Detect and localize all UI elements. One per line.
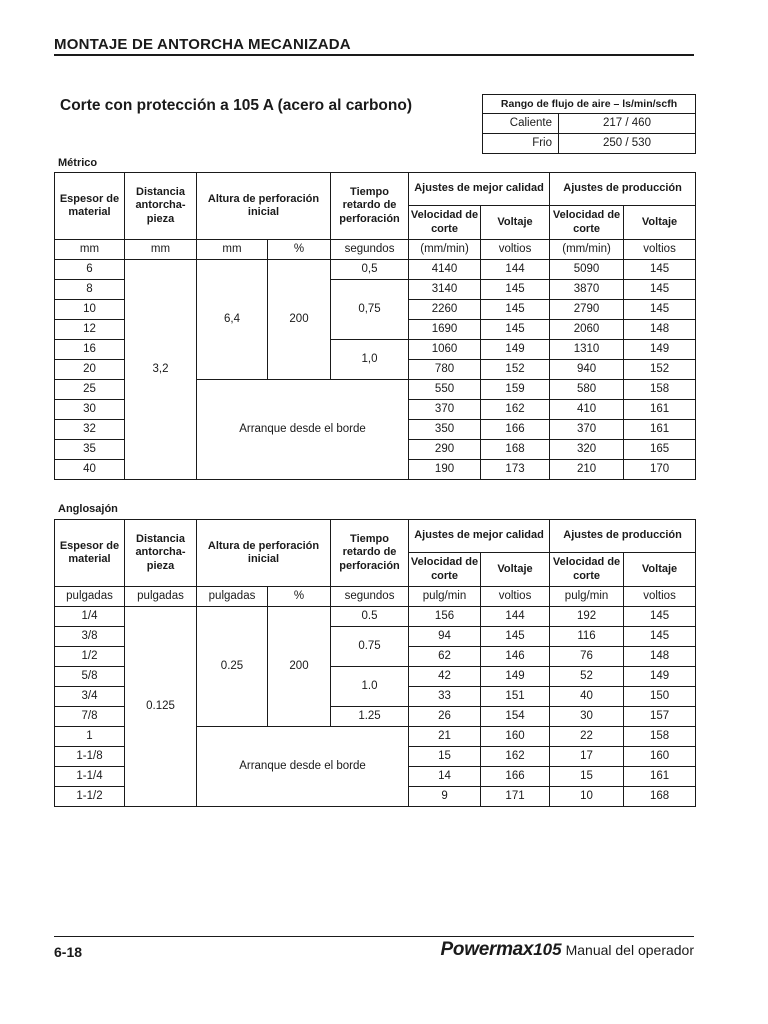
production-speed-cell: 22	[550, 727, 624, 747]
thickness-cell: 12	[55, 320, 125, 340]
thickness-cell: 16	[55, 340, 125, 360]
col-distance: Distancia antorcha-pieza	[125, 173, 197, 240]
manual-title: Manual del operador	[565, 942, 694, 958]
col-pierce-height: Altura de perforación inicial	[197, 520, 331, 587]
thickness-cell: 35	[55, 440, 125, 460]
unit-cell: mm	[197, 240, 268, 260]
thickness-cell: 5/8	[55, 667, 125, 687]
quality-speed-cell: 3140	[409, 280, 481, 300]
unit-cell: (mm/min)	[550, 240, 624, 260]
footer-brand	[441, 939, 694, 961]
col-thickness: Espesor de material	[55, 520, 125, 587]
col-production: Ajustes de producción	[550, 520, 696, 553]
col-pierce-height: Altura de perforación inicial	[197, 173, 331, 240]
production-voltage-cell: 145	[624, 280, 696, 300]
production-voltage-cell: 145	[624, 627, 696, 647]
thickness-cell: 1/4	[55, 607, 125, 627]
production-voltage-cell: 161	[624, 420, 696, 440]
quality-voltage-cell: 162	[481, 747, 550, 767]
distance-cell: 0.125	[125, 607, 197, 807]
footer-divider	[54, 936, 694, 937]
production-voltage-cell: 150	[624, 687, 696, 707]
quality-speed-cell: 780	[409, 360, 481, 380]
col-quality-speed: Velocidad de corte	[409, 553, 481, 587]
col-quality-voltage: Voltaje	[481, 553, 550, 587]
thickness-cell: 20	[55, 360, 125, 380]
edge-start-cell: Arranque desde el borde	[197, 727, 409, 807]
quality-voltage-cell: 144	[481, 260, 550, 280]
quality-voltage-cell: 159	[481, 380, 550, 400]
unit-cell: pulgadas	[55, 587, 125, 607]
production-speed-cell: 210	[550, 460, 624, 480]
distance-cell: 3,2	[125, 260, 197, 480]
quality-speed-cell: 550	[409, 380, 481, 400]
quality-speed-cell: 14	[409, 767, 481, 787]
production-speed-cell: 15	[550, 767, 624, 787]
production-voltage-cell: 161	[624, 400, 696, 420]
metric-label: Métrico	[58, 157, 98, 169]
pierce-delay-cell: 1.25	[331, 707, 409, 727]
production-voltage-cell: 158	[624, 727, 696, 747]
airflow-table	[482, 94, 696, 154]
thickness-cell: 1-1/4	[55, 767, 125, 787]
unit-cell: segundos	[331, 587, 409, 607]
quality-voltage-cell: 145	[481, 280, 550, 300]
thickness-cell: 3/4	[55, 687, 125, 707]
quality-speed-cell: 290	[409, 440, 481, 460]
airflow-value-cold: 250 / 530	[559, 134, 696, 154]
production-speed-cell: 580	[550, 380, 624, 400]
pierce-delay-cell: 0,75	[331, 280, 409, 340]
col-quality: Ajustes de mejor calidad	[409, 520, 550, 553]
thickness-cell: 7/8	[55, 707, 125, 727]
production-speed-cell: 40	[550, 687, 624, 707]
pierce-pct-cell: 200	[268, 260, 331, 380]
quality-voltage-cell: 146	[481, 647, 550, 667]
quality-speed-cell: 15	[409, 747, 481, 767]
quality-speed-cell: 62	[409, 647, 481, 667]
quality-voltage-cell: 145	[481, 320, 550, 340]
col-distance: Distancia antorcha-pieza	[125, 520, 197, 587]
unit-cell: segundos	[331, 240, 409, 260]
production-voltage-cell: 145	[624, 260, 696, 280]
quality-voltage-cell: 171	[481, 787, 550, 807]
pierce-delay-cell: 0.75	[331, 627, 409, 667]
unit-cell: voltios	[481, 587, 550, 607]
col-thickness: Espesor de material	[55, 173, 125, 240]
production-speed-cell: 320	[550, 440, 624, 460]
production-speed-cell: 192	[550, 607, 624, 627]
quality-voltage-cell: 166	[481, 767, 550, 787]
unit-cell: mm	[125, 240, 197, 260]
imperial-table	[54, 519, 696, 807]
unit-cell: pulgadas	[125, 587, 197, 607]
col-pierce-delay: Tiempo retardo de perforación	[331, 520, 409, 587]
unit-cell: pulg/min	[409, 587, 481, 607]
production-voltage-cell: 158	[624, 380, 696, 400]
quality-voltage-cell: 149	[481, 340, 550, 360]
production-speed-cell: 30	[550, 707, 624, 727]
quality-voltage-cell: 160	[481, 727, 550, 747]
page-number: 6-18	[54, 944, 83, 960]
pierce-height-cell: 0.25	[197, 607, 268, 727]
thickness-cell: 3/8	[55, 627, 125, 647]
production-voltage-cell: 149	[624, 667, 696, 687]
production-speed-cell: 940	[550, 360, 624, 380]
unit-cell: voltios	[624, 240, 696, 260]
airflow-label-hot: Caliente	[483, 114, 559, 134]
metric-table	[54, 172, 696, 480]
quality-speed-cell: 2260	[409, 300, 481, 320]
thickness-cell: 1	[55, 727, 125, 747]
col-production: Ajustes de producción	[550, 173, 696, 206]
airflow-label-cold: Frio	[483, 134, 559, 154]
header-divider	[54, 54, 694, 56]
quality-voltage-cell: 145	[481, 627, 550, 647]
section-title: Corte con protección a 105 A (acero al carbono)	[60, 97, 412, 114]
pierce-height-cell: 6,4	[197, 260, 268, 380]
quality-speed-cell: 370	[409, 400, 481, 420]
production-speed-cell: 2790	[550, 300, 624, 320]
quality-speed-cell: 190	[409, 460, 481, 480]
thickness-cell: 30	[55, 400, 125, 420]
quality-voltage-cell: 144	[481, 607, 550, 627]
pierce-delay-cell: 0.5	[331, 607, 409, 627]
quality-speed-cell: 42	[409, 667, 481, 687]
quality-voltage-cell: 162	[481, 400, 550, 420]
quality-voltage-cell: 173	[481, 460, 550, 480]
quality-speed-cell: 1060	[409, 340, 481, 360]
quality-speed-cell: 350	[409, 420, 481, 440]
unit-cell: (mm/min)	[409, 240, 481, 260]
quality-voltage-cell: 151	[481, 687, 550, 707]
production-speed-cell: 2060	[550, 320, 624, 340]
brand-name: Powermax	[440, 939, 534, 960]
quality-voltage-cell: 154	[481, 707, 550, 727]
production-voltage-cell: 148	[624, 320, 696, 340]
production-voltage-cell: 148	[624, 647, 696, 667]
production-speed-cell: 52	[550, 667, 624, 687]
production-speed-cell: 17	[550, 747, 624, 767]
quality-voltage-cell: 166	[481, 420, 550, 440]
production-speed-cell: 116	[550, 627, 624, 647]
quality-speed-cell: 9	[409, 787, 481, 807]
production-voltage-cell: 157	[624, 707, 696, 727]
thickness-cell: 1-1/8	[55, 747, 125, 767]
thickness-cell: 6	[55, 260, 125, 280]
col-production-voltage: Voltaje	[624, 553, 696, 587]
brand-model: 105	[533, 940, 562, 959]
edge-start-cell: Arranque desde el borde	[197, 380, 409, 480]
pierce-delay-cell: 1.0	[331, 667, 409, 707]
quality-voltage-cell: 149	[481, 667, 550, 687]
page-header-title: MONTAJE DE ANTORCHA MECANIZADA	[54, 36, 351, 53]
pierce-delay-cell: 1,0	[331, 340, 409, 380]
quality-speed-cell: 33	[409, 687, 481, 707]
thickness-cell: 1/2	[55, 647, 125, 667]
airflow-header: Rango de flujo de aire – ls/min/scfh	[483, 95, 696, 114]
col-production-voltage: Voltaje	[624, 206, 696, 240]
quality-voltage-cell: 168	[481, 440, 550, 460]
thickness-cell: 10	[55, 300, 125, 320]
imperial-label: Anglosajón	[58, 503, 118, 515]
col-quality-speed: Velocidad de corte	[409, 206, 481, 240]
quality-speed-cell: 4140	[409, 260, 481, 280]
quality-speed-cell: 26	[409, 707, 481, 727]
quality-voltage-cell: 145	[481, 300, 550, 320]
production-voltage-cell: 170	[624, 460, 696, 480]
thickness-cell: 25	[55, 380, 125, 400]
unit-cell: voltios	[624, 587, 696, 607]
production-speed-cell: 76	[550, 647, 624, 667]
thickness-cell: 32	[55, 420, 125, 440]
col-pierce-delay: Tiempo retardo de perforación	[331, 173, 409, 240]
pierce-delay-cell: 0,5	[331, 260, 409, 280]
production-speed-cell: 1310	[550, 340, 624, 360]
quality-voltage-cell: 152	[481, 360, 550, 380]
production-voltage-cell: 168	[624, 787, 696, 807]
col-quality-voltage: Voltaje	[481, 206, 550, 240]
quality-speed-cell: 21	[409, 727, 481, 747]
unit-cell: voltios	[481, 240, 550, 260]
production-voltage-cell: 152	[624, 360, 696, 380]
table-row	[55, 260, 696, 280]
quality-speed-cell: 156	[409, 607, 481, 627]
unit-cell: %	[268, 587, 331, 607]
unit-cell: pulgadas	[197, 587, 268, 607]
unit-cell: %	[268, 240, 331, 260]
quality-speed-cell: 1690	[409, 320, 481, 340]
airflow-value-hot: 217 / 460	[559, 114, 696, 134]
production-speed-cell: 10	[550, 787, 624, 807]
production-voltage-cell: 161	[624, 767, 696, 787]
thickness-cell: 8	[55, 280, 125, 300]
production-voltage-cell: 145	[624, 607, 696, 627]
production-speed-cell: 370	[550, 420, 624, 440]
pierce-pct-cell: 200	[268, 607, 331, 727]
production-voltage-cell: 149	[624, 340, 696, 360]
production-voltage-cell: 145	[624, 300, 696, 320]
thickness-cell: 1-1/2	[55, 787, 125, 807]
production-speed-cell: 5090	[550, 260, 624, 280]
col-production-speed: Velocidad de corte	[550, 206, 624, 240]
production-voltage-cell: 165	[624, 440, 696, 460]
col-production-speed: Velocidad de corte	[550, 553, 624, 587]
production-voltage-cell: 160	[624, 747, 696, 767]
production-speed-cell: 3870	[550, 280, 624, 300]
col-quality: Ajustes de mejor calidad	[409, 173, 550, 206]
thickness-cell: 40	[55, 460, 125, 480]
unit-cell: pulg/min	[550, 587, 624, 607]
unit-cell: mm	[55, 240, 125, 260]
production-speed-cell: 410	[550, 400, 624, 420]
quality-speed-cell: 94	[409, 627, 481, 647]
table-row	[55, 607, 696, 627]
